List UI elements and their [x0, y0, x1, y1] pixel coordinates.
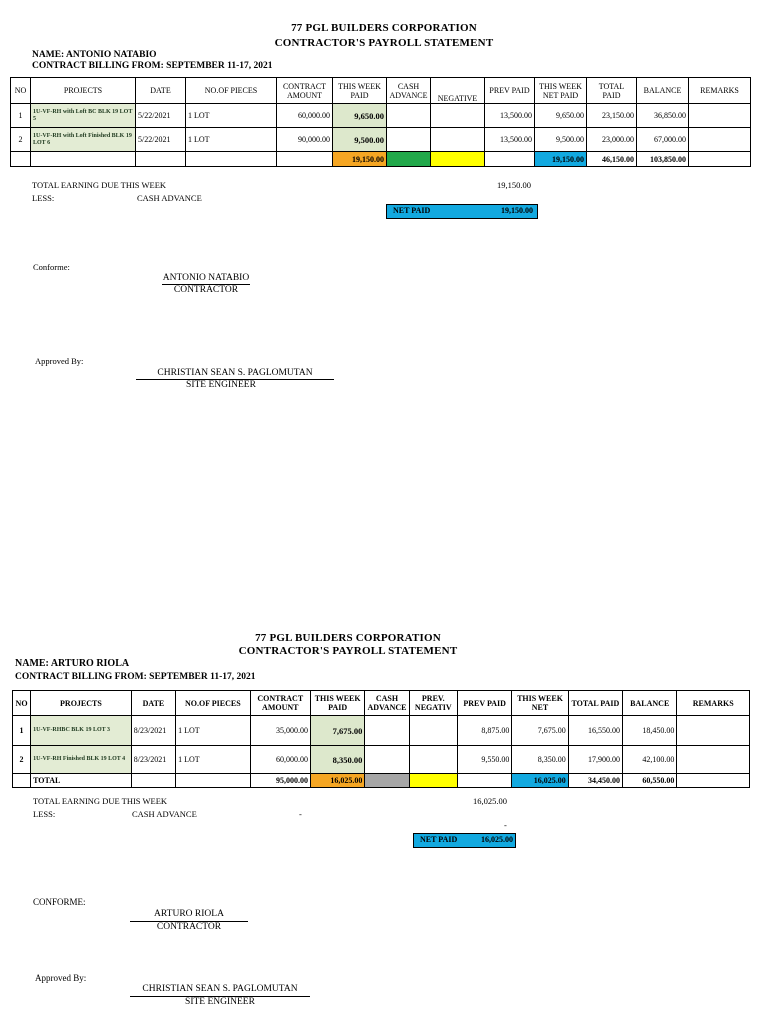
engineer-signature-name: CHRISTIAN SEAN S. PAGLOMUTAN [157, 368, 313, 378]
header-cell: BALANCE [637, 78, 689, 104]
row-net-paid: 8,350.00 [512, 746, 568, 774]
table-header-row [13, 691, 750, 716]
header-cell: THIS WEEK PAID [333, 78, 387, 104]
header-cell: CASH ADVANCE [365, 691, 409, 716]
table-row [13, 716, 750, 746]
row-cash-advance [387, 128, 431, 152]
row-net-paid: 9,500.00 [535, 128, 587, 152]
row-no: 1 [13, 716, 31, 746]
total-row [13, 774, 750, 788]
row-total-paid: 23,000.00 [587, 128, 637, 152]
net-paid-label: NET PAID [393, 206, 431, 215]
less-label: LESS: [32, 193, 55, 203]
total-contract: 95,000.00 [250, 774, 310, 788]
total-pieces-cell [186, 152, 277, 167]
header-cell: THIS WEEK NET [512, 691, 568, 716]
row-date: 5/22/2021 [136, 104, 186, 128]
row-pieces: 1 LOT [186, 128, 277, 152]
row-negative [431, 104, 485, 128]
row-prev-paid: 9,550.00 [457, 746, 511, 774]
row-this-week-paid: 9,500.00 [333, 128, 387, 152]
total-balance: 60,550.00 [623, 774, 677, 788]
header-cell: CASH ADVANCE [387, 78, 431, 104]
row-this-week-paid: 8,350.00 [310, 746, 364, 774]
contractor-role: CONTRACTOR [173, 285, 239, 295]
total-row [11, 152, 751, 167]
header-cell: DATE [131, 691, 175, 716]
total-no-cell [13, 774, 31, 788]
row-balance: 36,850.00 [637, 104, 689, 128]
row-remarks [689, 128, 751, 152]
total-net-paid: 19,150.00 [535, 152, 587, 167]
header-cell: CONTRACT AMOUNT [277, 78, 333, 104]
total-prev-paid-cell [457, 774, 511, 788]
conforme-label: CONFORME: [33, 897, 86, 907]
row-contract: 35,000.00 [250, 716, 310, 746]
row-contract: 60,000.00 [277, 104, 333, 128]
row-contract: 90,000.00 [277, 128, 333, 152]
row-negative [431, 128, 485, 152]
table-header-row [11, 78, 751, 104]
billing-period-line: CONTRACT BILLING FROM: SEPTEMBER 11-17, 2021 [15, 672, 256, 682]
table-row [11, 104, 751, 128]
row-net-paid: 9,650.00 [535, 104, 587, 128]
total-total-paid: 46,150.00 [587, 152, 637, 167]
payroll-table [10, 77, 751, 167]
total-earning-value: 16,025.00 [473, 796, 507, 806]
header-cell: NO [13, 691, 31, 716]
row-negative [409, 716, 457, 746]
approved-by-label: Approved By: [35, 356, 84, 366]
row-negative [409, 746, 457, 774]
header-cell: PREV PAID [457, 691, 511, 716]
cash-advance-label: CASH ADVANCE [132, 809, 197, 819]
engineer-role: SITE ENGINEER [186, 380, 256, 390]
row-this-week-paid: 7,675.00 [310, 716, 364, 746]
cash-advance-label: CASH ADVANCE [137, 193, 202, 203]
total-earning-label: TOTAL EARNING DUE THIS WEEK [33, 796, 168, 806]
header-cell: THIS WEEK NET PAID [535, 78, 587, 104]
total-pieces-cell [176, 774, 251, 788]
billing-period-line: CONTRACT BILLING FROM: SEPTEMBER 11-17, 2021 [32, 61, 273, 71]
row-no: 2 [13, 746, 31, 774]
total-this-week-paid: 19,150.00 [333, 152, 387, 167]
total-date-cell [136, 152, 186, 167]
total-earning-label: TOTAL EARNING DUE THIS WEEK [32, 180, 167, 190]
row-pieces: 1 LOT [176, 716, 251, 746]
row-prev-paid: 13,500.00 [485, 128, 535, 152]
row-pieces: 1 LOT [176, 746, 251, 774]
row-project: 1U-VF-RH with Loft BC BLK 19 LOT 5 [31, 104, 136, 128]
row-cash-advance [365, 716, 409, 746]
payroll-table [12, 690, 750, 788]
net-paid-value: 19,150.00 [501, 206, 533, 215]
row-pieces: 1 LOT [186, 104, 277, 128]
total-this-week-paid: 16,025.00 [310, 774, 364, 788]
row-project: 1U-VF-RH Finished BLK 19 LOT 4 [31, 746, 132, 774]
company-name: 77 PGL BUILDERS CORPORATION [255, 632, 441, 644]
header-cell: REMARKS [677, 691, 750, 716]
row-prev-paid: 13,500.00 [485, 104, 535, 128]
contractor-signature-name: ARTURO RIOLA [154, 909, 224, 919]
total-total-paid: 34,450.00 [568, 774, 622, 788]
total-remarks-cell [689, 152, 751, 167]
row-date: 8/23/2021 [131, 746, 175, 774]
contractor-name-line: NAME: ARTURO RIOLA [15, 658, 130, 669]
engineer-signature-name: CHRISTIAN SEAN S. PAGLOMUTAN [142, 984, 298, 994]
total-cash-advance-cell [365, 774, 409, 788]
header-cell: TOTAL PAID [568, 691, 622, 716]
header-cell: BALANCE [623, 691, 677, 716]
row-remarks [677, 746, 750, 774]
total-remarks-cell [677, 774, 750, 788]
contractor-signature-name: ANTONIO NATABIO [162, 273, 250, 283]
row-balance: 67,000.00 [637, 128, 689, 152]
total-negative-cell [409, 774, 457, 788]
statement-title: CONTRACTOR'S PAYROLL STATEMENT [238, 645, 458, 657]
row-this-week-paid: 9,650.00 [333, 104, 387, 128]
cash-advance-value: - [299, 809, 302, 819]
row-cash-advance [387, 104, 431, 128]
total-cash-advance-cell [387, 152, 431, 167]
contractor-name-line: NAME: ANTONIO NATABIO [32, 50, 157, 60]
dash-mark: - [504, 820, 507, 830]
row-date: 8/23/2021 [131, 716, 175, 746]
statement-title: CONTRACTOR'S PAYROLL STATEMENT [274, 37, 494, 49]
header-cell: NEGATIVE [431, 78, 485, 104]
header-cell: THIS WEEK PAID [310, 691, 364, 716]
total-balance: 103,850.00 [637, 152, 689, 167]
row-balance: 42,100.00 [623, 746, 677, 774]
total-date-cell [131, 774, 175, 788]
header-cell: PROJECTS [31, 691, 132, 716]
net-paid-value: 16,025.00 [481, 835, 513, 844]
net-paid-box [413, 833, 516, 848]
total-label [31, 152, 136, 167]
header-cell: DATE [136, 78, 186, 104]
net-paid-box [386, 204, 538, 219]
less-label: LESS: [33, 809, 56, 819]
header-cell: PREV PAID [485, 78, 535, 104]
row-remarks [677, 716, 750, 746]
row-project: 1U-VF-RH with Loft Finished BLK 19 LOT 6 [31, 128, 136, 152]
total-negative-cell [431, 152, 485, 167]
row-cash-advance [365, 746, 409, 774]
total-contract [277, 152, 333, 167]
total-no-cell [11, 152, 31, 167]
row-total-paid: 17,900.00 [568, 746, 622, 774]
header-cell: NO.OF PIECES [186, 78, 277, 104]
header-cell: TOTAL PAID [587, 78, 637, 104]
row-remarks [689, 104, 751, 128]
engineer-role: SITE ENGINEER [185, 997, 255, 1007]
approved-by-label: Approved By: [35, 973, 87, 983]
row-balance: 18,450.00 [623, 716, 677, 746]
table-row [11, 128, 751, 152]
conforme-label: Conforme: [33, 262, 70, 272]
total-earning-value: 19,150.00 [497, 180, 531, 190]
row-date: 5/22/2021 [136, 128, 186, 152]
header-cell: NO [11, 78, 31, 104]
row-project: 1U-VF-RHBC BLK 19 LOT 3 [31, 716, 132, 746]
row-no: 1 [11, 104, 31, 128]
row-contract: 60,000.00 [250, 746, 310, 774]
contractor-role: CONTRACTOR [156, 922, 222, 932]
row-no: 2 [11, 128, 31, 152]
row-net-paid: 7,675.00 [512, 716, 568, 746]
header-cell: PREV. NEGATIV [409, 691, 457, 716]
total-prev-paid-cell [485, 152, 535, 167]
table-row [13, 746, 750, 774]
total-label: TOTAL [31, 774, 132, 788]
total-net-paid: 16,025.00 [512, 774, 568, 788]
row-prev-paid: 8,875.00 [457, 716, 511, 746]
net-paid-label: NET PAID [420, 835, 458, 844]
header-cell: REMARKS [689, 78, 751, 104]
row-total-paid: 16,550.00 [568, 716, 622, 746]
company-name: 77 PGL BUILDERS CORPORATION [291, 22, 477, 34]
header-cell: PROJECTS [31, 78, 136, 104]
row-total-paid: 23,150.00 [587, 104, 637, 128]
header-cell: CONTRACT AMOUNT [250, 691, 310, 716]
header-cell: NO.OF PIECES [176, 691, 251, 716]
